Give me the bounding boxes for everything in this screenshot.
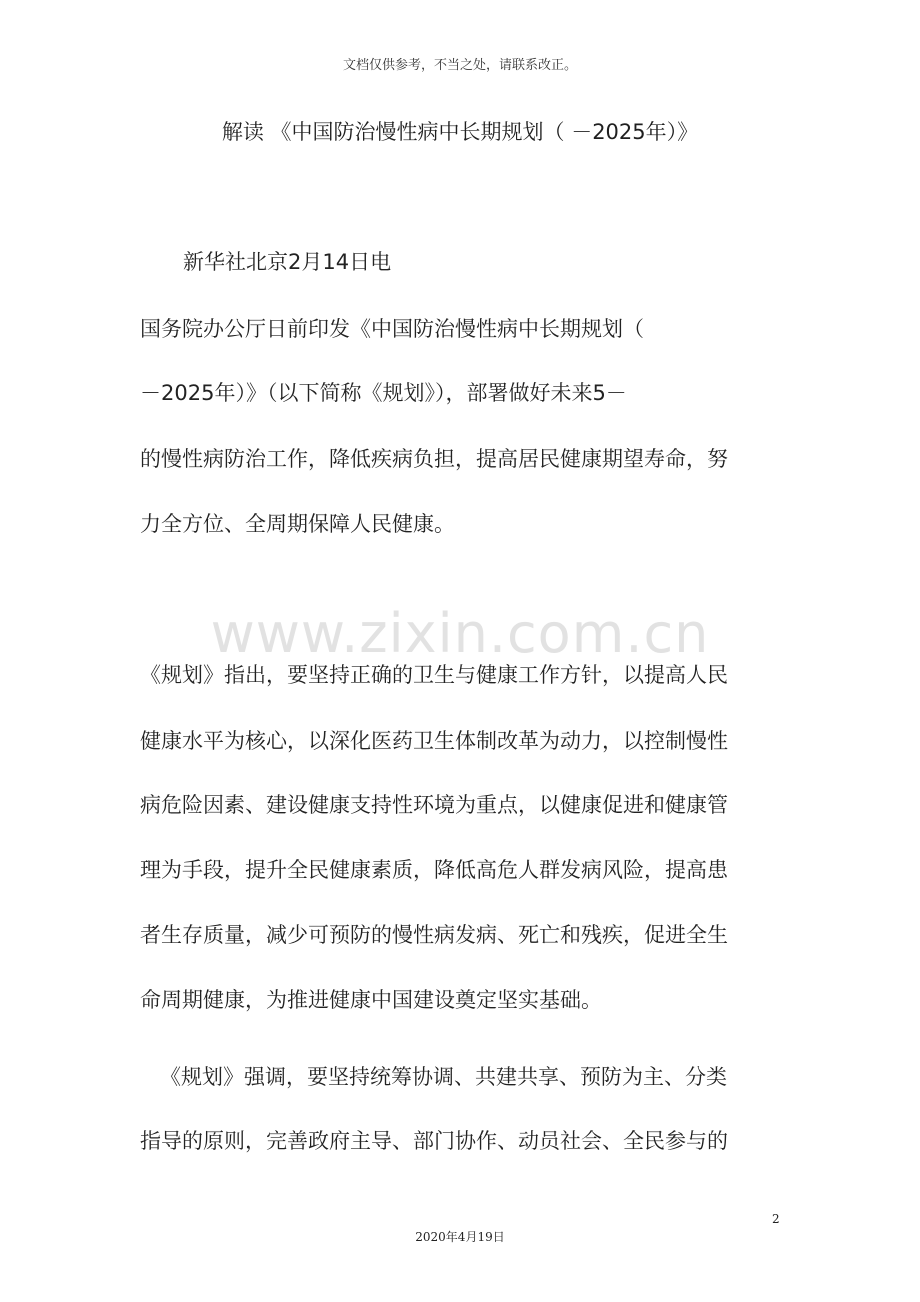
footer-date: 2020年4月19日 xyxy=(415,1230,505,1244)
paragraph-4-line-2: 指导的原则，完善政府主导、部门协作、动员社会、全民参与的 xyxy=(140,1129,728,1153)
document-title: 解读 《中国防治慢性病中长期规划（ －2025年）》 xyxy=(221,120,699,144)
paragraph-2-line-3: 的慢性病防治工作，降低疾病负担，提高居民健康期望寿命，努 xyxy=(140,447,728,471)
paragraph-3-line-1: 《规划》指出，要坚持正确的卫生与健康工作方针，以提高人民 xyxy=(140,663,728,687)
watermark: www.zixin.com.cn xyxy=(210,602,710,665)
header-note: 文档仅供参考，不当之处，请联系改正。 xyxy=(342,58,577,73)
paragraph-3-line-3: 病危险因素、建设健康支持性环境为重点，以健康促进和健康管 xyxy=(140,793,728,817)
page-number: 2 xyxy=(772,1212,780,1226)
paragraph-1-line-1: 新华社北京2月14日电 xyxy=(183,250,392,274)
paragraph-2-line-2: －2025年）》（以下简称《规划》），部署做好未来5－ xyxy=(140,381,627,405)
paragraph-3-line-5: 者生存质量，减少可预防的慢性病发病、死亡和残疾，促进全生 xyxy=(140,923,728,947)
paragraph-3-line-6: 命周期健康，为推进健康中国建设奠定坚实基础。 xyxy=(140,988,602,1012)
paragraph-2-line-4: 力全方位、全周期保障人民健康。 xyxy=(140,512,455,536)
paragraph-2-line-1: 国务院办公厅日前印发《中国防治慢性病中长期规划（ xyxy=(140,317,644,341)
paragraph-4-line-1: 《规划》强调，要坚持统筹协调、共建共享、预防为主、分类 xyxy=(160,1065,727,1089)
paragraph-3-line-4: 理为手段，提升全民健康素质，降低高危人群发病风险，提高患 xyxy=(140,858,728,882)
paragraph-3-line-2: 健康水平为核心，以深化医药卫生体制改革为动力，以控制慢性 xyxy=(140,729,728,753)
